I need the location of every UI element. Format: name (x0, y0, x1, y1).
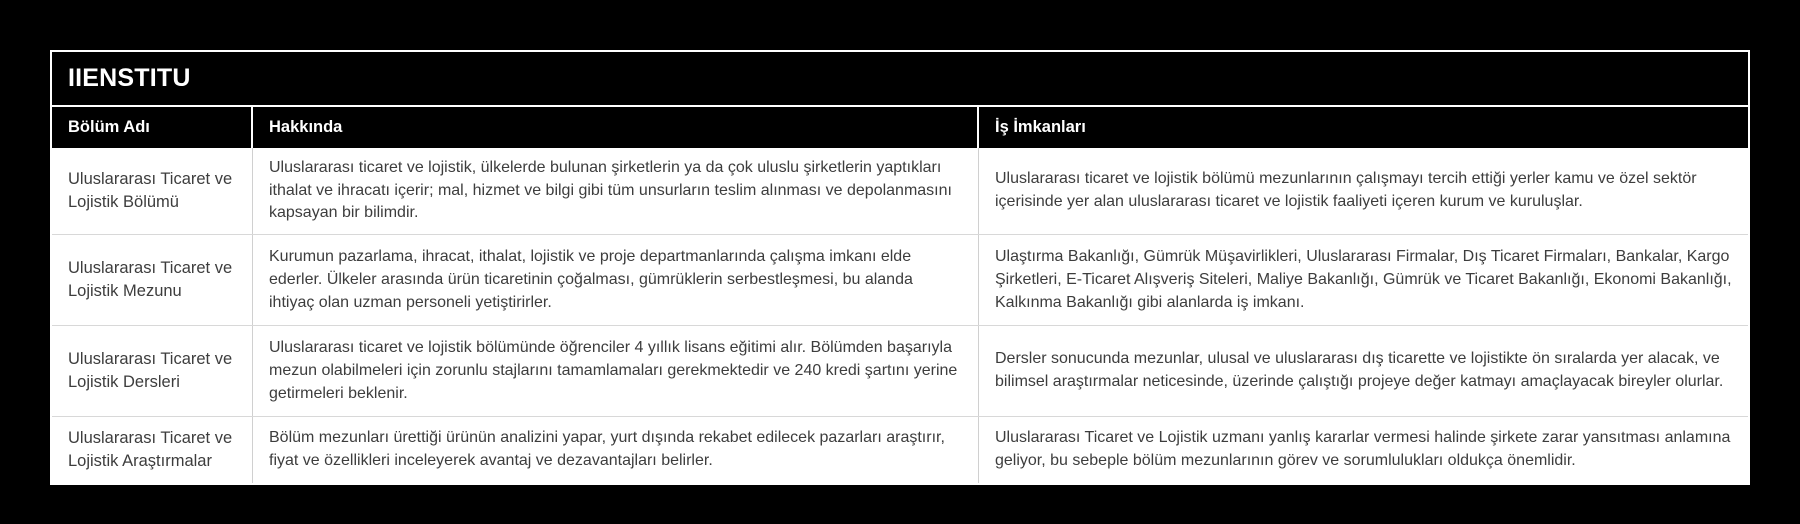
cell-is-imkanlari (979, 326, 1748, 416)
cell-text: Ulaştırma Bakanlığı, Gümrük Müşavirlikleri, Uluslararası Firmalar, Dış Ticaret Firmaları, Bankalar, Kargo Şirketleri, E-Ticaret Alışveriş Siteleri, Maliye Bakanlığı, Gümrük ve Ticaret Bakanlığı, Ekonomi Bakanlığı, Kalkınma Bakanlığı gibi alanlarda iş imkanı. (995, 248, 1732, 311)
cell-hakkinda (253, 235, 979, 325)
cell-text: Dersler sonucunda mezunlar, ulusal ve uluslararası dış ticarette ve lojistikte ön sıralarda yer alacak, ve bilimsel araştırmalar neticesinde, üzerinde çalıştığı projeye değer katmayı amaçlayacak bireyler olurlar. (995, 350, 1724, 391)
column-header-hakkinda: Hakkında (253, 107, 979, 148)
table-row (52, 148, 1748, 234)
table-row (52, 234, 1748, 325)
cell-text: Uluslararası ticaret ve lojistik bölümünde öğrenciler 4 yıllık lisans eğitimi alır. Bölümden başarıyla mezun olabilmeleri için zorunlu stajlarını tamamlamaları gerekmektedir ve 240 kredi şartını yerine getirmeleri beklenir. (269, 339, 958, 402)
cell-bolum-adi (52, 326, 253, 416)
cell-text: Uluslararası ticaret ve lojistik, ülkelerde bulunan şirketlerin ya da çok uluslu şirketlerin yaptıkları ithalat ve ihracatı içerir; mal, hizmet ve bilgi gibi tüm unsurların teslim alınması ve depolanmasını kapsayan bir bilimdir. (269, 159, 952, 222)
cell-hakkinda (253, 148, 979, 234)
cell-bolum-adi (52, 235, 253, 325)
cell-text: Uluslararası Ticaret ve Lojistik Araştırmalar (68, 428, 233, 471)
cell-bolum-adi (52, 417, 253, 483)
table-title-bar (52, 52, 1748, 107)
cell-hakkinda (253, 417, 979, 483)
table-header-row (52, 107, 1748, 148)
column-header-is-imkanlari: İş İmkanları (995, 118, 1086, 136)
cell-hakkinda (253, 326, 979, 416)
cell-text: Uluslararası Ticaret ve Lojistik Mezunu (68, 258, 233, 301)
cell-is-imkanlari (979, 235, 1748, 325)
department-info-table (50, 50, 1750, 485)
column-header-bolum-adi: Bölüm Adı (52, 107, 253, 148)
cell-text: Uluslararası Ticaret ve Lojistik uzmanı yanlış kararlar vermesi halinde şirkete zarar yansıtması anlamına geliyor, bu sebeple bölüm mezunlarının görev ve sorumlulukları oldukça önemlidir. (995, 429, 1731, 470)
cell-text: Uluslararası Ticaret ve Lojistik Dersleri (68, 349, 233, 392)
cell-text: Kurumun pazarlama, ihracat, ithalat, lojistik ve proje departmanlarında çalışma imkanı elde ederler. Ülkeler arasında ürün ticaretinin çoğalması, gümrüklerin serbestleşmesi, bu alanda ihtiyaç olan uzman personeli yetiştirirler. (269, 248, 913, 311)
table-row (52, 325, 1748, 416)
cell-bolum-adi (52, 148, 253, 234)
cell-text: Uluslararası ticaret ve lojistik bölümü mezunlarının çalışmayı tercih ettiği yerler kamu ve özel sektör içerisinde yer alan uluslararası ticaret ve lojistik faaliyeti içeren kurum ve kuruluşlar. (995, 170, 1697, 211)
cell-text: Bölüm mezunları ürettiği ürünün analizini yapar, yurt dışında rekabet edilecek pazarları araştırır, fiyat ve özellikleri inceleyerek avantaj ve dezavantajları belirler. (269, 429, 945, 470)
cell-is-imkanlari (979, 417, 1748, 483)
cell-is-imkanlari (979, 148, 1748, 234)
table-title: IIENSTITU (68, 64, 191, 92)
table-row (52, 416, 1748, 483)
cell-text: Uluslararası Ticaret ve Lojistik Bölümü (68, 169, 233, 212)
